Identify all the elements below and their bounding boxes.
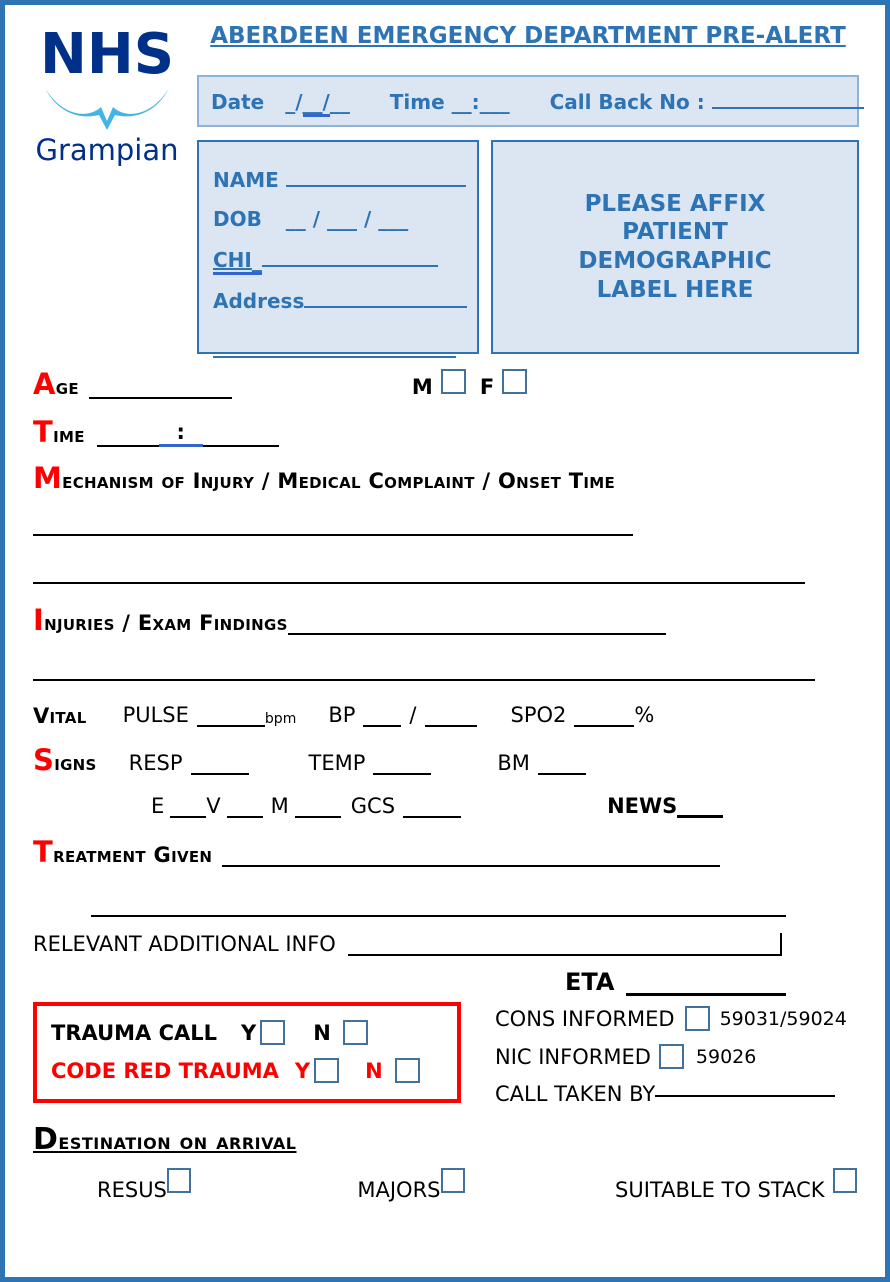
majors-checkbox[interactable]	[441, 1168, 465, 1193]
trauma-call-label: TRAUMA CALL	[51, 1020, 218, 1045]
callback-blank[interactable]	[712, 88, 864, 109]
pulse-blank[interactable]	[197, 721, 265, 727]
news-label: NEWS	[607, 794, 678, 818]
time-label: Time	[389, 90, 445, 114]
time-blank[interactable]: __:___	[451, 90, 510, 114]
dob-label: DOB	[213, 207, 262, 231]
time-label: Time	[33, 415, 85, 449]
vitals-row-1	[33, 703, 857, 727]
cons-informed-checkbox[interactable]	[685, 1006, 710, 1031]
trauma-yes-checkbox[interactable]	[260, 1020, 285, 1045]
injuries-label: Injuries / Exam Findings	[33, 603, 288, 637]
date-time-callback-bar	[197, 75, 859, 127]
injuries-blank-row	[33, 675, 857, 681]
male-label: M	[411, 375, 433, 399]
age-row	[33, 367, 857, 401]
signs-label: Signs	[33, 743, 97, 777]
address-blank[interactable]	[304, 287, 467, 308]
gcs-row	[33, 794, 857, 818]
gcs-e-label: E	[151, 794, 165, 818]
pulse-label: PULSE	[122, 703, 189, 727]
trauma-no-checkbox[interactable]	[343, 1020, 368, 1045]
code-red-label: CODE RED TRAUMA	[51, 1058, 279, 1083]
address-label: Address	[213, 289, 305, 313]
gcs-e-blank[interactable]	[170, 812, 206, 818]
time-row	[33, 415, 857, 449]
date-blank[interactable]: _/	[285, 90, 303, 114]
demographic-label-box	[491, 140, 859, 354]
date-blank-mid[interactable]: __/	[303, 90, 330, 117]
nhs-logo-text: NHS	[39, 22, 175, 87]
bp-diastolic-blank[interactable]	[425, 721, 477, 727]
news-blank[interactable]	[677, 811, 723, 818]
bm-label: BM	[497, 751, 530, 775]
code-red-no-label: N	[365, 1058, 383, 1083]
call-taken-blank[interactable]	[655, 1091, 835, 1097]
mechanism-heading-row	[33, 461, 857, 495]
additional-info-label: RELEVANT ADDITIONAL INFO	[33, 932, 336, 956]
male-checkbox[interactable]	[441, 369, 466, 394]
trauma-call-row	[51, 1020, 443, 1045]
gcs-m-label: M	[270, 794, 289, 818]
date-label: Date	[211, 90, 265, 114]
time-blank-hh[interactable]	[97, 441, 159, 447]
trauma-yes-label: Y	[241, 1020, 257, 1045]
injuries-row	[33, 603, 857, 637]
bp-label: BP	[328, 703, 356, 727]
dob-blank[interactable]: __ / ___ / ___	[285, 207, 409, 231]
resp-blank[interactable]	[191, 769, 249, 775]
cons-informed-label: CONS INFORMED	[495, 1006, 675, 1031]
injuries-blank-2[interactable]	[33, 675, 815, 681]
bpm-label: bpm	[264, 711, 297, 727]
gcs-m-blank[interactable]	[295, 812, 341, 818]
resus-checkbox[interactable]	[167, 1168, 191, 1193]
vitals-row-2	[33, 743, 857, 777]
treatment-blank[interactable]	[222, 861, 720, 867]
temp-blank[interactable]	[373, 769, 431, 775]
mechanism-blank-2[interactable]	[33, 578, 805, 584]
bm-blank[interactable]	[538, 769, 586, 775]
code-red-yes-label: Y	[294, 1058, 311, 1083]
code-red-yes-checkbox[interactable]	[314, 1058, 339, 1083]
stack-label: SUITABLE TO STACK	[615, 1177, 825, 1202]
treatment-label: Treatment Given	[33, 835, 213, 869]
nhs-region-text: Grampian	[35, 133, 179, 167]
call-taken-label: CALL TAKEN BY	[495, 1082, 656, 1106]
name-label: NAME	[213, 168, 279, 192]
callback-label: Call Back No :	[549, 90, 705, 114]
injuries-blank[interactable]	[288, 629, 666, 635]
nhs-grampian-logo	[31, 11, 183, 354]
cons-informed-row	[495, 1006, 857, 1031]
bp-systolic-blank[interactable]	[363, 721, 401, 727]
stack-checkbox[interactable]	[833, 1168, 857, 1193]
resus-label: RESUS	[97, 1177, 167, 1202]
patient-boxes-row	[197, 140, 859, 354]
mechanism-label: Mechanism of Injury / Medical Complaint / Onset Time	[33, 461, 616, 495]
nic-informed-checkbox[interactable]	[659, 1044, 684, 1069]
code-red-no-checkbox[interactable]	[395, 1058, 420, 1083]
treatment-row	[33, 835, 857, 869]
percent-label: %	[634, 703, 655, 727]
spo2-blank[interactable]	[574, 721, 634, 727]
gcs-label: GCS	[350, 794, 396, 818]
header	[5, 5, 885, 354]
destination-heading: Destination on arrival	[33, 1122, 297, 1157]
mechanism-blank-1[interactable]	[33, 530, 633, 536]
time-blank-mm[interactable]	[203, 441, 279, 447]
treatment-blank-2[interactable]	[91, 911, 786, 917]
majors-label: MAJORS	[357, 1177, 441, 1202]
female-checkbox[interactable]	[502, 369, 527, 394]
nic-phone-number: 59026	[695, 1045, 757, 1068]
time-colon[interactable]: :	[159, 420, 203, 447]
gcs-total-blank[interactable]	[403, 812, 461, 818]
demographic-note: PLEASE AFFIX PATIENT DEMOGRAPHIC LABEL HERE	[578, 190, 772, 303]
code-red-row	[51, 1058, 443, 1083]
address-blank-2[interactable]	[213, 337, 456, 358]
destination-options-row	[33, 1177, 857, 1202]
nic-informed-row	[495, 1044, 857, 1069]
bp-slash: /	[409, 703, 417, 727]
additional-info-blank[interactable]	[348, 950, 782, 956]
form-title: ABERDEEN EMERGENCY DEPARTMENT PRE-ALERT	[210, 23, 846, 49]
female-label: F	[479, 375, 495, 399]
age-blank[interactable]	[89, 393, 232, 399]
treatment-blank-row	[33, 911, 857, 917]
mechanism-blank-row-2	[33, 578, 857, 584]
main-content	[5, 367, 885, 1202]
gcs-v-label: V	[206, 794, 221, 818]
informed-column	[461, 1002, 857, 1106]
trauma-call-box	[33, 1002, 461, 1103]
chi-label: CHI	[213, 248, 252, 275]
additional-info-row	[33, 932, 857, 956]
trauma-no-label: N	[313, 1020, 331, 1045]
eta-row	[33, 968, 857, 996]
call-taken-row	[495, 1082, 857, 1106]
patient-details-box	[197, 140, 479, 354]
eta-blank[interactable]	[626, 989, 786, 996]
header-right	[183, 11, 859, 354]
cons-phone-numbers: 59031/59024	[719, 1007, 847, 1030]
eta-label: ETA	[565, 968, 615, 996]
vital-label: Vital	[33, 704, 87, 728]
spo2-label: SPO2	[510, 703, 567, 727]
name-blank[interactable]	[286, 166, 466, 187]
date-blank-end[interactable]: __	[329, 90, 350, 114]
chi-blank[interactable]	[262, 246, 438, 267]
nhs-wave-icon	[41, 85, 173, 131]
temp-label: TEMP	[308, 751, 366, 775]
gcs-v-blank[interactable]	[227, 812, 263, 818]
bottom-section	[33, 1002, 857, 1106]
resp-label: RESP	[128, 751, 183, 775]
age-label: Age	[33, 367, 79, 401]
chi-blank-start[interactable]: _	[252, 248, 262, 275]
mechanism-blank-row-1	[33, 530, 857, 536]
nic-informed-label: NIC INFORMED	[495, 1044, 651, 1069]
